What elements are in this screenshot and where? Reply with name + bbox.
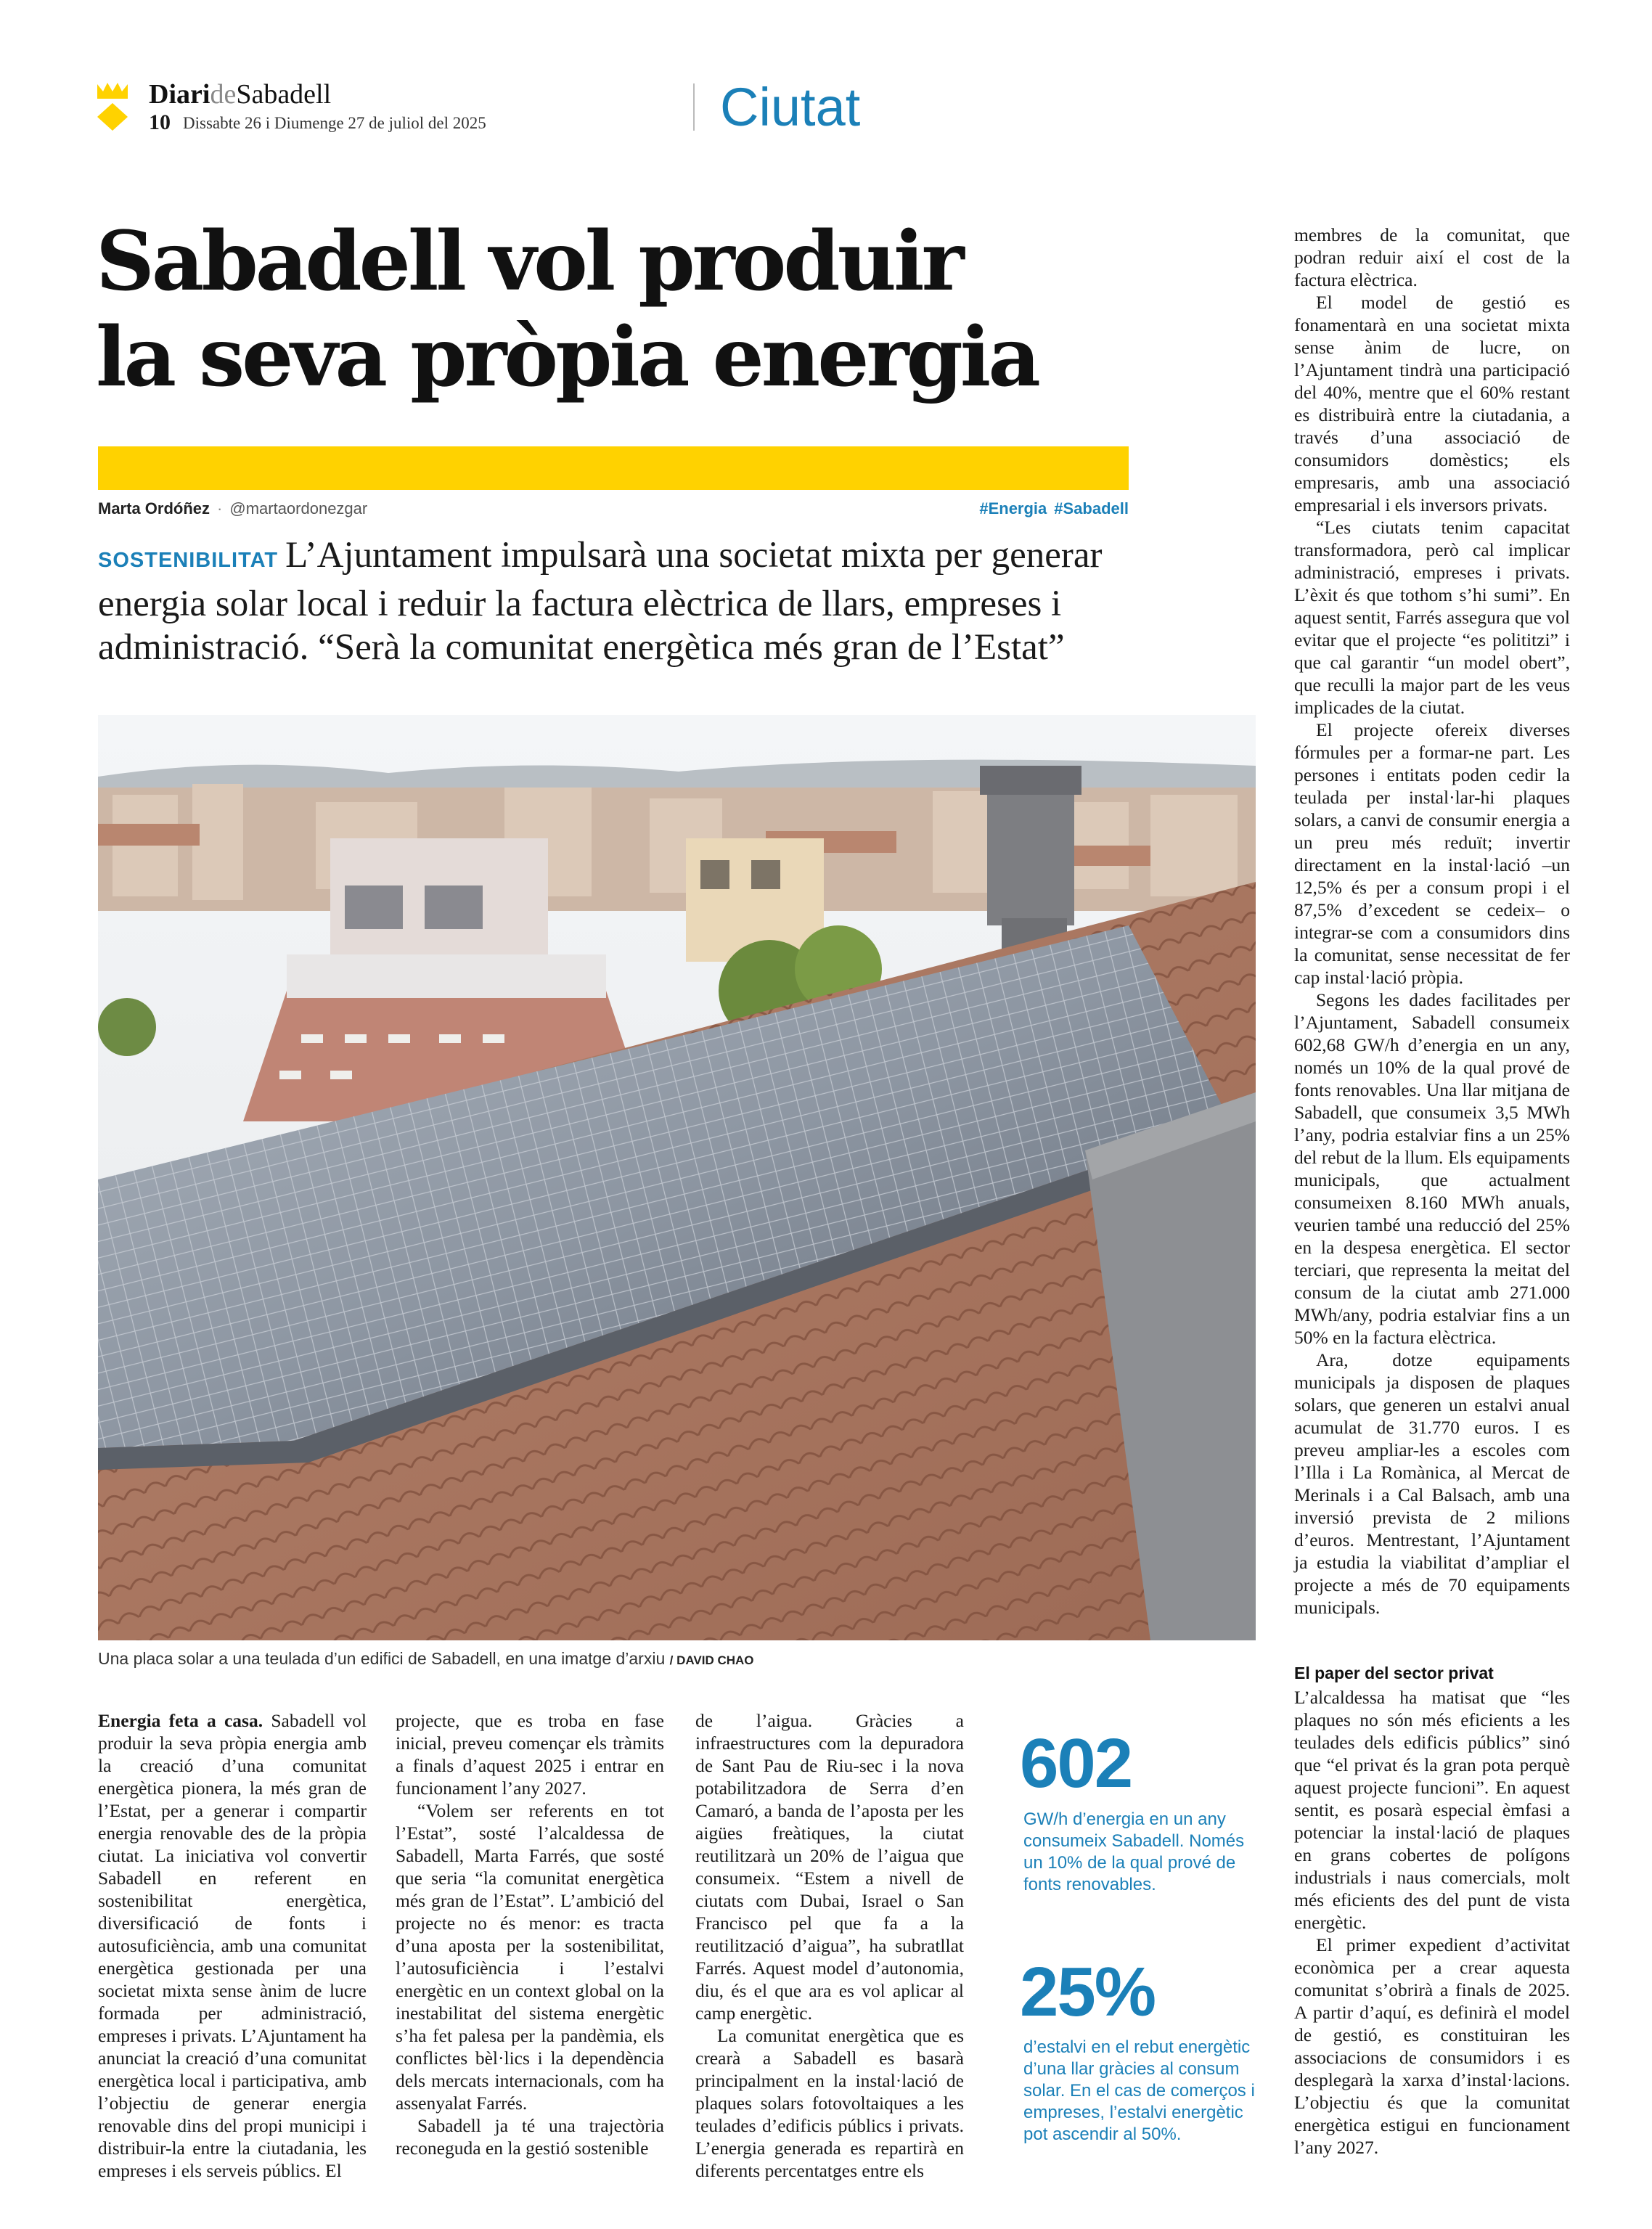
paragraph-text: Sabadell vol produir la seva pròpia energia amb la creació d’una comunitat energètica pionera, la més gran de l’Estat, per a generar i compartir energia renovable des de la pròpia ciutat. La iniciativa vol convertir Sabadell en referent en sostenibilitat energètica, diversificació de fonts i autosuficiència, amb una comunitat energètica gestionada per una societat mixta sense ànim de lucre formada per administració, empreses i privats. L’Ajuntament ha anunciat la creació d’una comunitat energètica local i participativa, amb l’objectiu de generar energia renovable dins del propi municipi i distribuir-la entre la ciutadania, les empreses i els serveis públics. El — [98, 1710, 367, 2181]
headline-line-1: Sabadell vol produir — [96, 214, 962, 309]
fact-number-25: 25% — [1020, 1953, 1156, 2031]
brand-end: Sabadell — [236, 79, 332, 110]
body-paragraph: El model de gestió es fonamentarà en una societat mixta sense ànim de lucre, on l’Ajuntament tindrà una participació del 40%, mentre que el 60% restant es distribuirà entre la ciutadania, a través d’una associació de consumidors domèstics; els empresaris, amb una associació empresarial i els inversors privats. — [1294, 292, 1570, 515]
subheading: El paper del sector privat — [1294, 1664, 1494, 1682]
body-column-right-bottom — [1294, 1686, 1570, 2159]
headline — [96, 214, 1170, 406]
runin-heading: Energia feta a casa. — [98, 1710, 263, 1731]
body-paragraph — [98, 1709, 367, 2182]
header-divider — [693, 83, 695, 131]
body-column-2 — [396, 1709, 664, 2159]
lead-text: L’Ajuntament impulsarà una societat mixta per generar energia solar local i reduir la factura elèctrica de llars, empreses i administració. “Serà la comunitat energètica més gran de l’Estat” — [98, 535, 1103, 668]
body-paragraph: La comunitat energètica que es crearà a Sabadell es basarà principalment en la instal·lació de plaques solars fotovoltaiques a les teulades d’edificis públics i privats. L’energia generada es repartirà en diferents percentatges entre els — [695, 2025, 964, 2181]
body-paragraph: Ara, dotze equipaments municipals ja disposen de plaques solars, que generen un estalvi anual acumulat de 31.770 euros. I es preveu ampliar-les a escoles com l’Illa i La Romànica, al Mercat de Merinals i a Cal Balsach, amb una inversió prevista de 2 milions d’euros. Mentrestant, l’Ajuntament ja estudia la viabilitat d’ampliar el projecte a més de 70 equipaments municipals. — [1294, 1349, 1570, 1618]
fact-text-25: d’estalvi en el rebut energètic d’una llar gràcies al consum solar. En el cas de comerços i empreses, l’estalvi energètic pot ascendir al 50%. — [1023, 2037, 1255, 2144]
body-column-1 — [98, 1709, 367, 2182]
body-paragraph: projecte, que es troba en fase inicial, preveu començar els tràmits a finals d’aquest 2025 i entrar en funcionament l’any 2027. — [396, 1710, 664, 1799]
body-paragraph: El projecte ofereix diverses fórmules per a formar-ne part. Les persones i entitats poden cedir la teulada per instal·lar-hi plaques solars, a canvi de consumir energia a un preu més reduït; invertir directament en la instal·lació –un 12,5% és per a consum propi i el 87,5% d’excedent se cedeix– o integrar-se com a consumidors dins la comunitat, sense necessitat de fer cap instal·lació pròpia. — [1294, 719, 1570, 988]
photo-caption — [98, 1649, 1256, 1669]
body-paragraph: Segons les dades facilitades per l’Ajuntament, Sabadell consumeix 602,68 GW/h d’energia en un any, només un 10% de la qual prové de fonts renovables. Una llar mitjana de Sabadell, que consumeix 3,5 MWh l’any, podria estalviar fins a un 25% del rebut de la llum. Els equipaments municipals, que actualment consumeixen 8.160 MWh anuals, veurien també una reducció del 25% en la despesa energètica. El sector terciari, que representa la meitat del consum de la ciutat amb 271.000 MWh/any, podria estalviar fins a un 50% en la factura elèctrica. — [1294, 989, 1570, 1348]
brand-bold: Diari — [149, 79, 210, 110]
article-photo — [98, 715, 1256, 1640]
hashtags — [871, 499, 1129, 518]
headline-line-2: la seva pròpia energia — [96, 310, 1038, 405]
tag-energia[interactable]: #Energia — [979, 499, 1047, 518]
body-paragraph: “Volem ser referents en tot l’Estat”, sosté l’alcaldessa de Sabadell, Marta Farrés, que sosté que seria “la comunitat energètica més gran de l’Estat”. L’ambició del projecte no és menor: es tracta d’una aposta per la sostenibilitat, l’autosuficiència i l’estalvi energètic en un context global on la inestabilitat del sistema energètic s’ha fet palesa per la pandèmia, els conflictes bèl·lics i la dependència dels mercats internacionals, com ha assenyalat Farrés. — [396, 1800, 664, 2114]
brand-mid: de — [210, 79, 237, 110]
byline — [98, 499, 367, 518]
body-paragraph: El primer expedient d’activitat econòmica per a crear aquesta comunitat s’obrirà a finals de 2025. A partir d’aquí, es definirà el model de gestió, es constituiran les associacions de consumidors i es desplegarà la xarxa d’instal·lacions. L’objectiu és que la comunitat energètica estigui en funcionament l’any 2027. — [1294, 1934, 1570, 2158]
body-paragraph: “Les ciutats tenim capacitat transformadora, però cal implicar administració, empreses i privats. L’èxit és que tothom s’hi sumi”. En aquest sentit, Farrés assegura que vol evitar que el projecte “es polititzi” i que cal garantir “un model obert”, que reculli la major part de les veus implicades de la ciutat. — [1294, 517, 1570, 718]
kicker: SOSTENIBILITAT — [98, 549, 279, 572]
fact-number-602: 602 — [1020, 1725, 1132, 1802]
body-paragraph: de l’aigua. Gràcies a infraestructures com la depuradora de Sant Pau de Riu-sec i la nova potabilitzadora de Serra d’en Camaró, a banda de l’aposta per les aigües freàtiques, la ciutat reutilitzarà un 20% de l’aigua que consumeix. “Estem a nivell de ciutats com Dubai, Israel o San Francisco pel que fa a la reutilització d’aigua”, ha subratllat Farrés. Aquest model d’autonomia, diu, és el que ara es vol aplicar al camp energètic. — [695, 1710, 964, 2024]
tag-sabadell[interactable]: #Sabadell — [1054, 499, 1129, 518]
author-handle[interactable]: @martaordonezgar — [229, 499, 368, 518]
section-title[interactable]: Ciutat — [720, 77, 861, 137]
newspaper-brand[interactable] — [149, 78, 331, 110]
lead-paragraph — [98, 533, 1150, 669]
fact-text-602: GW/h d’energia en un any consumeix Sabadell. Només un 10% de la qual prové de fonts renovables. — [1023, 1809, 1245, 1894]
body-paragraph: membres de la comunitat, que podran reduir així el cost de la factura elèctrica. — [1294, 224, 1570, 290]
headline-accent-bar — [98, 446, 1129, 490]
caption-text: Una placa solar a una teulada d’un edifici de Sabadell, en una imatge d’arxiu — [98, 1649, 666, 1668]
body-column-right — [1294, 224, 1570, 1619]
byline-separator: · — [217, 499, 223, 518]
page-number: 10 — [149, 110, 171, 134]
issue-date: Dissabte 26 i Diumenge 27 de juliol del 2025 — [183, 114, 486, 132]
photo-credit: / DAVID CHAO — [669, 1653, 754, 1667]
body-paragraph: L’alcaldessa ha matisat que “les plaques no són més eficients a les teulades dels edificis públics” sinó que “el privat és la gran pota perquè aquest projecte funcioni”. En aquest sentit, es posarà especial èmfasi a potenciar la instal·lació de plaques en grans cobertes de polígons industrials i naus comercials, molt més eficients des del punt de vista energètic. — [1294, 1687, 1570, 1933]
body-paragraph: Sabadell ja té una trajectòria reconeguda en la gestió sostenible — [396, 2115, 664, 2159]
author-name: Marta Ordóñez — [98, 499, 210, 518]
body-column-3 — [695, 1709, 964, 2182]
newspaper-logo-icon — [96, 81, 129, 132]
